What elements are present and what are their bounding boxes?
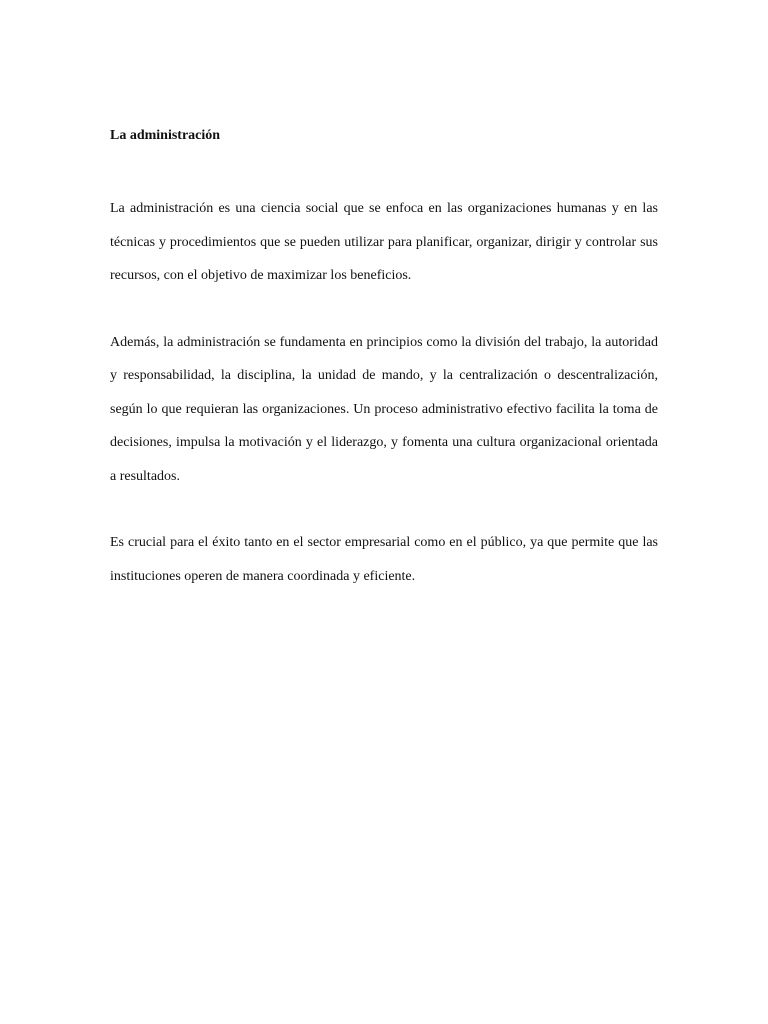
paragraph-definition: La administración es una ciencia social que se enfoca en las organizaciones humanas y en las técnicas y procedimientos que se pueden utilizar para planificar, organizar, dirigir y controlar sus recursos, con el objetivo de maximizar los beneficios. [110, 201, 658, 283]
document-title: La administración [110, 128, 221, 143]
paragraph-importance: Es crucial para el éxito tanto en el sector empresarial como en el público, ya que permite que las instituciones operen de manera coordinada y eficiente. [110, 535, 658, 584]
document-body [110, 126, 658, 626]
paragraph-principles: Además, la administración se fundamenta en principios como la división del trabajo, la autoridad y responsabilidad, la disciplina, la unidad de mando, y la centralización o descentralización, según lo que requieran las organizaciones. Un proceso administrativo efectivo facilita la toma de decisiones, impulsa la motivación y el liderazgo, y fomenta una cultura organizacional orientada a resultados. [110, 334, 658, 484]
